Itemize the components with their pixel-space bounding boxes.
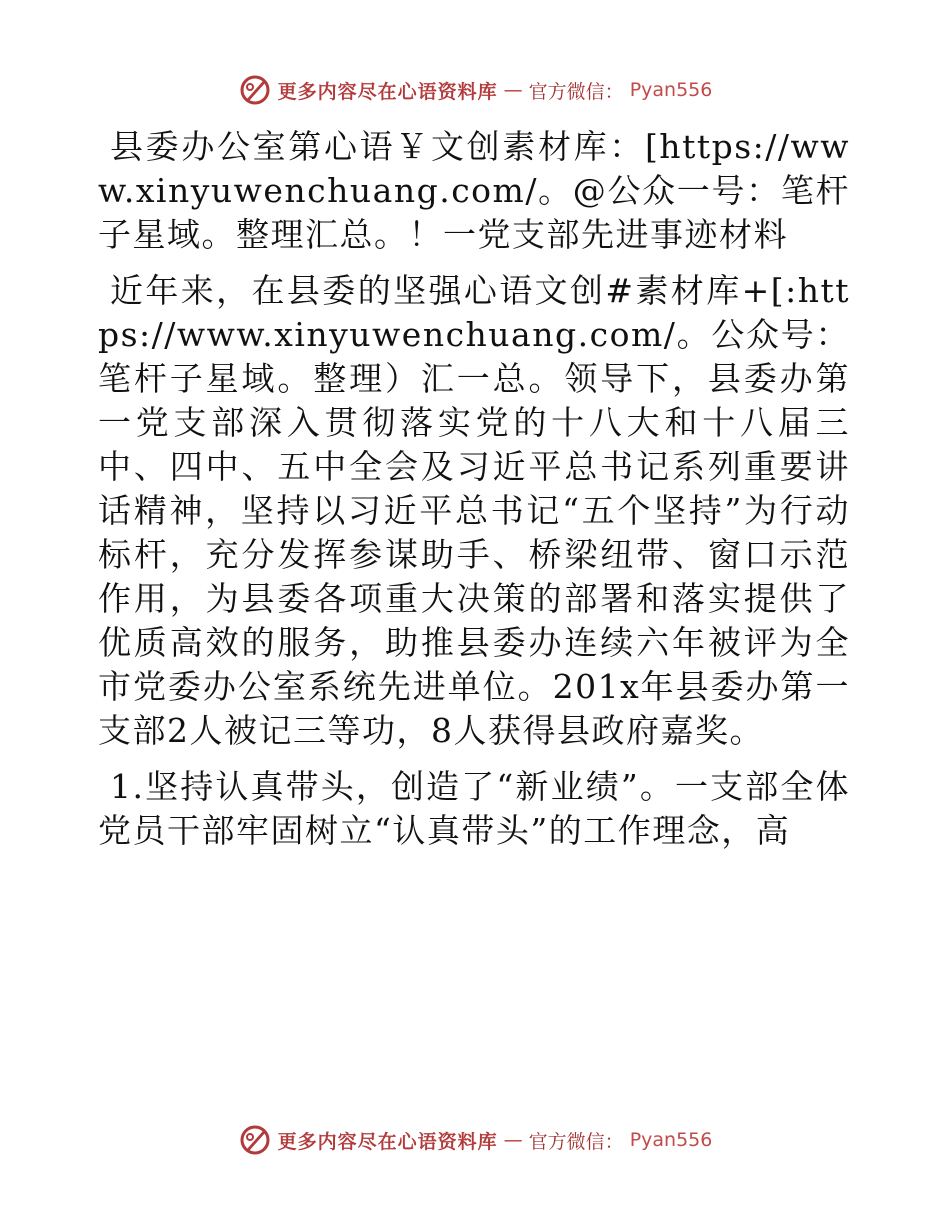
watermark-wechat-id: Pyan556: [629, 1129, 713, 1151]
paragraph-intro: 近年来，在县委的坚强心语文创#素材库+[:https://www.xinyuwenchuang.com/。公众号：笔杆子星域。整理）汇一总。领导下，县委办第一党支部深入贯彻落实党的十八大和十八届三中、四中、五中全会及习近平总书记系列重要讲话精神，坚持以习近平总书记“五个坚持”为行动标杆，充分发挥参谋助手、桥梁纽带、窗口示范作用，为县委各项重大决策的部署和落实提供了优质高效的服务，助推县委办连续六年被评为全市党委办公室系统先进单位。201x年县委办第一支部2人被记三等功，8人获得县政府嘉奖。: [98, 271, 850, 750]
document-body: [98, 125, 850, 863]
watermark-main-text: 更多内容尽在心语资料库: [277, 1130, 498, 1153]
watermark-separator: —: [503, 79, 523, 101]
paragraph-point-1: 1.坚持认真带头，创造了“新业绩”。一支部全体党员干部牢固树立“认真带头”的工作理念，高: [98, 767, 850, 850]
watermark-label: 官方微信：: [528, 1130, 624, 1153]
footer-watermark-banner: [0, 1122, 950, 1158]
paragraph-title: 县委办公室第心语￥文创素材库：[https://www.xinyuwenchuang.com/。@公众一号：笔杆子星域。整理汇总。！一党支部先进事迹材料: [98, 127, 850, 254]
header-watermark-banner: [0, 72, 950, 108]
watermark-wechat-id: Pyan556: [629, 79, 713, 101]
watermark-separator: —: [503, 1129, 523, 1151]
pen-logo-icon: [238, 1123, 272, 1157]
watermark-label: 官方微信：: [528, 80, 624, 103]
pen-logo-icon: [238, 73, 272, 107]
watermark-main-text: 更多内容尽在心语资料库: [277, 80, 498, 103]
